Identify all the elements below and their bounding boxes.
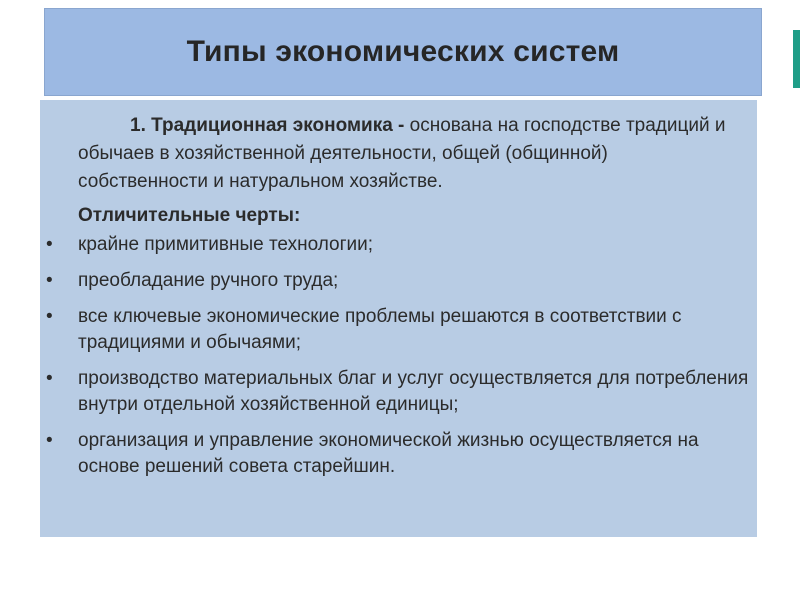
title-banner	[44, 8, 762, 96]
bullet-icon: •	[46, 234, 53, 255]
edge-accent-bar	[793, 30, 800, 88]
list-item	[0, 428, 758, 480]
intro-paragraph	[78, 112, 738, 196]
list-item-text: организация и управление экономической жизнью осуществляется на основе решений совета старейшин.	[78, 430, 699, 477]
list-item	[0, 366, 758, 418]
bullet-icon: •	[46, 306, 53, 327]
bullet-icon: •	[46, 430, 53, 451]
features-list	[0, 232, 760, 490]
list-item-text: все ключевые экономические проблемы решаются в соответствии с традициями и обычаями;	[78, 306, 682, 353]
intro-definition: основана на господстве традиций и обычаев в хозяйственной деятельности, общей (общинной) собственности и натуральном хозяйстве.	[78, 115, 726, 192]
intro-term: 1. Традиционная экономика -	[130, 115, 405, 136]
list-item-text: преобладание ручного труда;	[78, 270, 339, 291]
list-item	[0, 304, 758, 356]
bullet-icon: •	[46, 270, 53, 291]
list-item	[0, 268, 758, 294]
slide-title: Типы экономических систем	[186, 35, 620, 68]
list-item	[0, 232, 758, 258]
list-item-text: производство материальных благ и услуг осуществляется для потребления внутри отдельной хозяйственной единицы;	[78, 368, 749, 415]
features-heading: Отличительные черты:	[78, 205, 301, 226]
list-item-text: крайне примитивные технологии;	[78, 234, 374, 255]
bullet-icon: •	[46, 368, 53, 389]
